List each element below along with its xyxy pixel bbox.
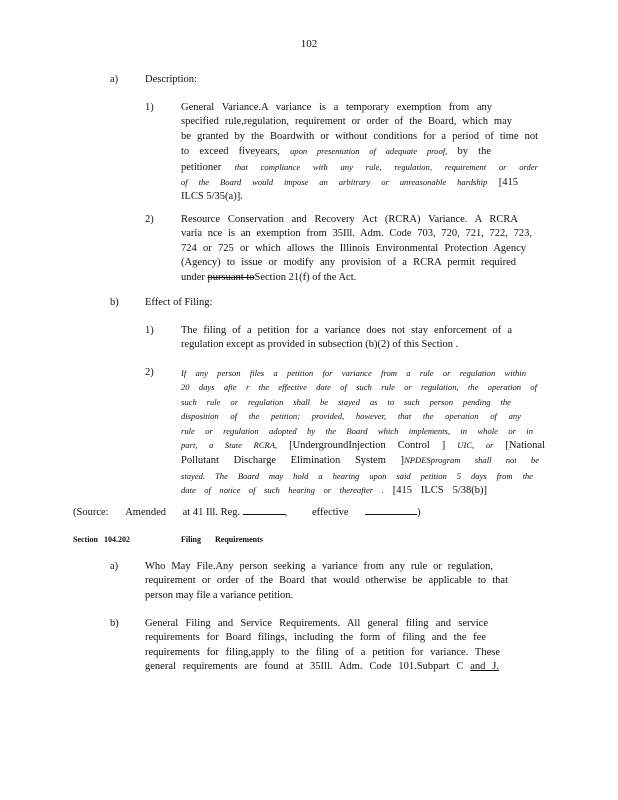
- paragraph-line: [181, 438, 545, 453]
- paragraph-line: person may file a variance petition.: [145, 589, 294, 601]
- paragraph-line: requirements for filing,apply to the filing of a petition for variance. These: [145, 646, 500, 658]
- paragraph-line: Resource Conservation and Recovery Act (RCRA) Variance. A RCRA: [181, 214, 518, 225]
- paragraph-line: (Agency) to issue or modify any provision of a RCRA permit required: [181, 257, 516, 269]
- paragraph-line: The filing of a petition for a variance does not stay enforcement of a: [181, 325, 512, 336]
- paragraph-line: be granted by the Boardwith or without conditions for a period of time not: [181, 130, 538, 142]
- paragraph-line: [145, 660, 499, 674]
- paragraph-line: [181, 483, 487, 498]
- text-run: ,: [284, 507, 288, 518]
- text-run: Pollutant Discharge Elimination System ]: [181, 455, 405, 467]
- statutory-italic-text: NPDESprogram shall not be: [404, 455, 540, 466]
- statutory-italic-text: date of notice of such hearing or thereafter .: [181, 485, 384, 496]
- text-run: [415 ILCS 5/38(b)]: [392, 485, 487, 497]
- paragraph-line: requirements for Board filings, including the form of filing and the fee: [145, 632, 486, 644]
- statutory-italic-text: that compliance with any rule, regulation, requirement or order: [234, 161, 538, 172]
- text-run: effective: [311, 507, 349, 518]
- part-b-marker: b): [110, 297, 119, 308]
- statutory-italic-text: part, a State RCRA,: [181, 440, 278, 451]
- paragraph-line: If any person files a petition for variance from a rule or regulation within: [181, 368, 526, 378]
- struck-text: pursuant to: [207, 271, 255, 283]
- paragraph-line: [181, 175, 518, 190]
- text-run: petitioner: [181, 161, 222, 173]
- item-a2-marker: 2): [145, 214, 154, 225]
- statutory-italic-text: of the Board would impose an arbitrary or unreasonable hardship: [181, 177, 488, 188]
- section-b-marker: b): [110, 618, 119, 629]
- text-run: by the: [457, 146, 491, 158]
- effective-date-blank: [365, 504, 417, 515]
- item-a1-marker: 1): [145, 102, 154, 113]
- text-run: under: [181, 271, 205, 283]
- paragraph-line: General Variance.A variance is a temporary exemption from any: [181, 102, 492, 113]
- paragraph-line: varia nce is an exemption from 35Ill. Adm. Code 703, 720, 721, 722, 723,: [181, 228, 532, 240]
- text-run: [National: [505, 440, 545, 452]
- statutory-italic-text: UIC, or: [457, 440, 494, 451]
- paragraph-line: [181, 160, 538, 175]
- paragraph-line: disposition of the petition; provided, however, that the operation of any: [181, 411, 521, 422]
- section-number: 104.202: [104, 535, 130, 544]
- page-number: 102: [300, 38, 318, 50]
- part-a-marker: a): [110, 74, 119, 85]
- paragraph-line: requirement or order of the Board that would otherwise be applicable to that: [145, 575, 508, 587]
- paragraph-line: Who May File.Any person seeking a variance from any rule or regulation,: [145, 561, 493, 572]
- filing-service-requirements-paragraph: [145, 617, 502, 675]
- text-run: ): [417, 507, 421, 518]
- paragraph-line: such rule or regulation shall be stayed as to such person pending the: [181, 396, 511, 407]
- paragraph-line: specified rule,regulation, requirement or order of the Board, which may: [181, 116, 512, 128]
- paragraph-line: 724 or 725 or which allows the Illinois Environmental Protection Agency: [181, 242, 526, 254]
- paragraph-line: regulation except as provided in subsection (b)(2) of this Section .: [181, 339, 459, 351]
- item-b2-marker: 2): [145, 367, 154, 378]
- item-b1-marker: 1): [145, 325, 154, 336]
- part-a-heading: Description:: [145, 74, 197, 85]
- paragraph-line: General Filing and Service Requirements. All general filing and service: [145, 618, 488, 629]
- stay-of-operation-paragraph: [181, 366, 545, 499]
- text-run: [UndergroundInjection Control ]: [289, 440, 446, 452]
- register-blank: [243, 504, 285, 515]
- text-run: at 41 Ill. Reg.: [182, 507, 241, 518]
- section-label: Section: [73, 535, 98, 544]
- paragraph-line: 20 days afte r the effective date of such rule or regulation, the operation of: [181, 382, 537, 393]
- paragraph-line: rule or regulation adopted by the Board which implements, in whole or in: [181, 425, 533, 436]
- rcra-variance-paragraph: [181, 213, 532, 285]
- paragraph-line: [181, 453, 539, 468]
- who-may-file-paragraph: [145, 560, 508, 603]
- paragraph-line: [181, 271, 532, 285]
- section-title: Filing Requirements: [181, 535, 263, 544]
- paragraph-line: ILCS 5/35(a)].: [181, 191, 243, 203]
- statutory-italic-text: upon presentation of adequate proof,: [289, 146, 448, 157]
- paragraph-line: [181, 144, 491, 159]
- text-run: (Source:: [73, 507, 109, 518]
- text-run: Section 21(f) of the Act.: [254, 271, 357, 283]
- text-run: general requirements are found at 35Ill. Adm. Code 101.Subpart C: [145, 661, 464, 673]
- text-run: [415: [498, 177, 518, 189]
- text-run: to exceed fiveyears,: [181, 146, 280, 158]
- stay-enforcement-paragraph: [181, 324, 512, 353]
- part-b-heading: Effect of Filing:: [145, 297, 213, 308]
- general-variance-paragraph: [181, 101, 538, 205]
- text-run: Amended: [125, 507, 167, 518]
- paragraph-line: stayed. The Board may hold a hearing upon said petition 5 days from the: [181, 470, 533, 481]
- section-a-marker: a): [110, 561, 119, 572]
- underlined-text: and J.: [470, 661, 500, 673]
- source-note: [73, 504, 421, 520]
